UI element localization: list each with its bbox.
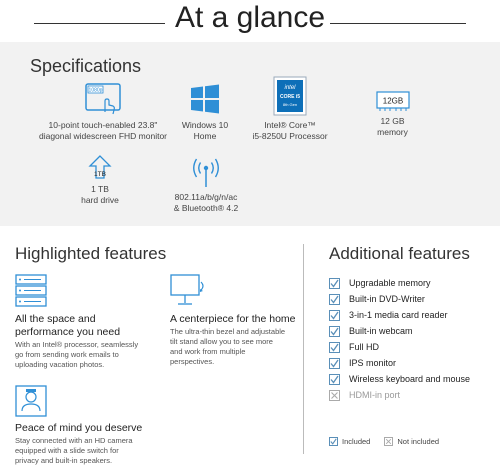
spec-os-label: Windows 10 Home (181, 120, 229, 141)
spec-storage-label: 1 TB hard drive (81, 184, 119, 205)
x-icon (329, 390, 340, 401)
display-badge: 1080p (88, 87, 103, 94)
section-divider (303, 244, 304, 454)
x-icon (384, 437, 393, 446)
legend (329, 437, 439, 446)
feature-performance-desc: With an Intel® processor, seamlessly go from sending work emails to uploading vacation photos. (15, 340, 139, 369)
check-icon (329, 310, 340, 321)
svg-text:intel: intel (284, 85, 296, 91)
privacy-webcam-icon (15, 385, 47, 417)
check-icon (329, 326, 340, 337)
feature-privacy (15, 385, 165, 466)
page-title: At a glance (174, 1, 326, 34)
memory-badge: 12GB (382, 96, 403, 106)
feature-item (329, 275, 470, 291)
feature-centerpiece-desc: The ultra-thin bezel and adjustable tilt stand allow you to see more and work from multiple perspectives. (170, 327, 286, 366)
feature-performance (15, 274, 165, 370)
spec-storage (70, 154, 130, 206)
feature-item (329, 387, 470, 403)
feature-item-label: Wireless keyboard and mouse (349, 374, 471, 384)
wireless-antenna-icon (189, 154, 223, 188)
check-icon (329, 437, 338, 446)
svg-text:CORE i5: CORE i5 (279, 94, 301, 100)
feature-item-label: 3-in-1 media card reader (349, 310, 448, 320)
feature-centerpiece (170, 274, 300, 367)
feature-item (329, 339, 470, 355)
additional-features-list (329, 275, 470, 403)
spec-display (38, 82, 168, 142)
touch-display-icon (83, 82, 123, 116)
additional-features-heading: Additional features (329, 244, 470, 263)
spec-wireless-label: 802.11a/b/g/n/ac & Bluetooth® 4.2 (173, 192, 239, 213)
hard-drive-icon (85, 154, 115, 180)
spec-os (170, 82, 240, 142)
storage-badge: 1TB (94, 171, 106, 178)
legend-not-included: Not included (397, 437, 440, 446)
check-icon (329, 342, 340, 353)
spec-memory-label: 12 GB memory (377, 116, 408, 137)
legend-included: Included (342, 437, 371, 446)
spec-display-label: 10-point touch-enabled 23.8" diagonal widescreen FHD monitor (38, 120, 168, 141)
specifications-panel (0, 42, 500, 226)
title-rule-right (330, 23, 466, 24)
spec-processor-label: Intel® Core™ i5-8250U Processor (252, 120, 328, 141)
feature-privacy-desc: Stay connected with an HD camera equipped with a slide switch for privacy and built-in speakers. (15, 436, 133, 465)
feature-item-label: HDMI-in port (349, 390, 401, 400)
check-icon (329, 294, 340, 305)
check-icon (329, 374, 340, 385)
specifications-heading: Specifications (30, 56, 142, 76)
feature-privacy-title: Peace of mind you deserve (15, 422, 143, 434)
feature-item-label: Built-in DVD-Writer (349, 294, 425, 304)
windows-logo-icon (188, 82, 222, 116)
feature-item (329, 291, 470, 307)
check-icon (329, 358, 340, 369)
feature-item (329, 371, 470, 387)
intel-core-i5-badge-icon (273, 76, 307, 116)
check-icon (329, 278, 340, 289)
feature-item-label: IPS monitor (349, 358, 397, 368)
spec-memory (365, 90, 420, 138)
memory-icon (376, 90, 410, 112)
feature-item-label: Upgradable memory (349, 278, 431, 288)
title-rule-left (34, 23, 165, 24)
feature-centerpiece-title: A centerpiece for the home (170, 313, 296, 325)
spec-processor (250, 76, 330, 142)
highlighted-features-heading: Highlighted features (15, 244, 167, 263)
page-header (0, 0, 500, 40)
feature-item-label: Built-in webcam (349, 326, 413, 336)
spec-wireless (160, 154, 252, 214)
svg-text:8th Gen: 8th Gen (282, 102, 298, 107)
feature-item (329, 355, 470, 371)
feature-item-label: Full HD (349, 342, 380, 352)
feature-item (329, 307, 470, 323)
feature-item (329, 323, 470, 339)
storage-drives-icon (15, 274, 47, 308)
feature-performance-title: All the space and performance you need (15, 313, 121, 338)
monitor-stand-icon (170, 274, 206, 308)
